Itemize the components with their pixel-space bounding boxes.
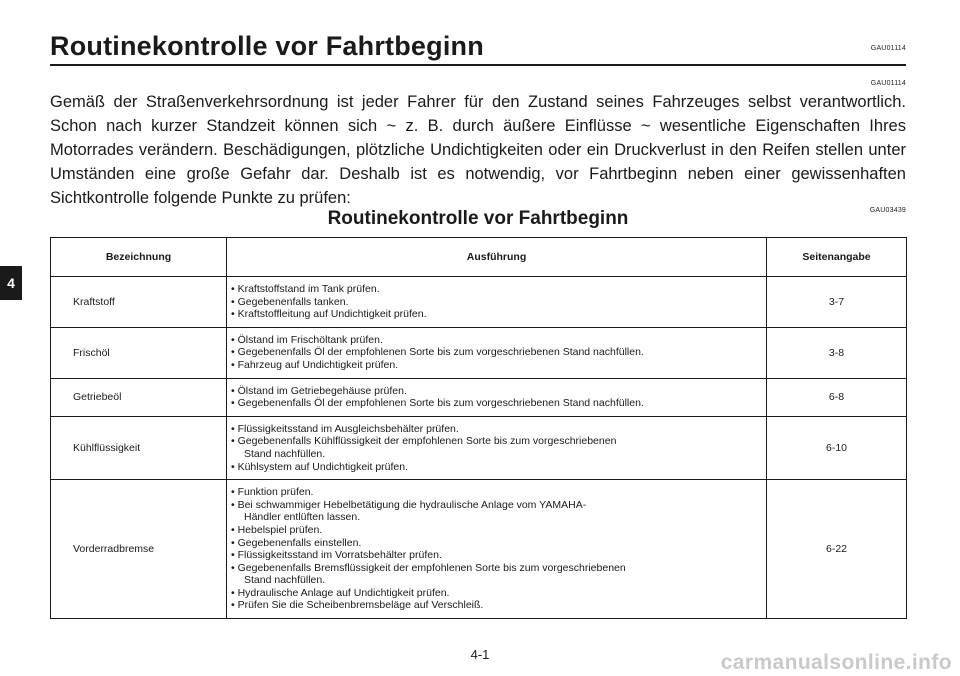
routine-check-table (50, 237, 907, 619)
watermark: carmanualsonline.info (720, 651, 952, 674)
procedure-step (231, 461, 762, 474)
procedure-step-text: • Gegebenenfalls Bremsflüssigkeit der empfohlenen Sorte bis zum vorgeschriebenen (231, 561, 626, 574)
table-row (51, 277, 907, 328)
procedure-step (231, 499, 762, 524)
header-divider (50, 64, 906, 66)
procedure-step-text: • Ölstand im Getriebegehäuse prüfen. (231, 384, 407, 397)
page-reference: 3-8 (767, 327, 907, 378)
procedure-step-text: • Gegebenenfalls einstellen. (231, 536, 362, 549)
procedure-step (231, 346, 762, 359)
procedure-step-text: • Flüssigkeitsstand im Vorratsbehälter prüfen. (231, 549, 442, 562)
procedure-step-text: • Prüfen Sie die Scheibenbremsbeläge auf Verschleiß. (231, 599, 484, 612)
procedure-list (231, 486, 762, 612)
table-row (51, 480, 907, 619)
procedure-step (231, 587, 762, 600)
page-reference: 6-22 (767, 480, 907, 619)
item-name: Kühlflüssigkeit (51, 416, 227, 479)
procedure-step (231, 562, 762, 587)
procedure-step-continuation: Stand nachfüllen. (244, 574, 326, 587)
page-reference: 3-7 (767, 277, 907, 328)
procedure-cell (227, 416, 767, 479)
procedure-step-text: • Hebelspiel prüfen. (231, 523, 323, 536)
procedure-step-text: • Flüssigkeitsstand im Ausgleichsbehälter prüfen. (231, 422, 459, 435)
page-title: Routinekontrolle vor Fahrtbeginn (50, 31, 484, 61)
procedure-step (231, 524, 762, 537)
column-header-page-reference: Seitenangabe (767, 238, 907, 277)
procedure-step-text: • Kühlsystem auf Undichtigkeit prüfen. (231, 460, 409, 473)
procedure-step (231, 283, 762, 296)
item-name: Getriebeöl (51, 378, 227, 416)
procedure-list (231, 423, 762, 473)
item-name: Frischöl (51, 327, 227, 378)
intro-paragraph: Gemäß der Straßenverkehrsordnung ist jeder Fahrer für den Zustand seines Fahrzeuges selbst verantwortlich. Schon nach kurzer Standzeit können sich ~ z. B. durch äußere Einflüsse ~ wesentliche Eigenschaften Ihres Motorrades verändern. Beschädigungen, plötzliche Undichtigkeiten oder ein Druckverlust in den Reifen stellen unter Umständen eine große Gefahr dar. Deshalb ist es notwendig, vor Fahrtbeginn neben einer gewissenhaften Sichtkontrolle folgende Punkte zu prüfen: (50, 93, 906, 207)
procedure-step-text: • Gegebenenfalls Kühlflüssigkeit der empfohlenen Sorte bis zum vorgeschriebenen (231, 435, 617, 448)
procedure-step (231, 397, 762, 410)
chapter-tab: 4 (0, 266, 22, 300)
procedure-step (231, 385, 762, 398)
procedure-step-text: • Hydraulische Anlage auf Undichtigkeit prüfen. (231, 586, 450, 599)
procedure-step-continuation: Händler entlüften lassen. (244, 511, 361, 524)
procedure-step (231, 537, 762, 550)
procedure-list (231, 283, 762, 321)
procedure-step (231, 296, 762, 309)
procedure-step-continuation: Stand nachfüllen. (244, 447, 326, 460)
procedure-cell (227, 277, 767, 328)
table-row (51, 378, 907, 416)
procedure-step-text: • Gegebenenfalls tanken. (231, 295, 349, 308)
procedure-step-text: • Gegebenenfalls Öl der empfohlenen Sorte bis zum vorgeschriebenen Stand nachfüllen. (231, 346, 644, 359)
procedure-step-text: • Gegebenenfalls Öl der empfohlenen Sorte bis zum vorgeschriebenen Stand nachfüllen. (231, 397, 644, 410)
procedure-cell (227, 480, 767, 619)
table-row (51, 416, 907, 479)
procedure-step-text: • Fahrzeug auf Undichtigkeit prüfen. (231, 358, 399, 371)
procedure-step-text: • Bei schwammiger Hebelbetätigung die hydraulische Anlage vom YAMAHA- (231, 498, 587, 511)
table-row (51, 327, 907, 378)
procedure-cell (227, 327, 767, 378)
procedure-step-text: • Kraftstoffleitung auf Undichtigkeit prüfen. (231, 308, 427, 321)
procedure-step (231, 308, 762, 321)
procedure-step-text: • Funktion prüfen. (231, 486, 314, 499)
table-header-row (51, 238, 907, 277)
procedure-step (231, 359, 762, 372)
page-header (50, 30, 906, 62)
page-reference: 6-10 (767, 416, 907, 479)
item-name: Kraftstoff (51, 277, 227, 328)
procedure-step (231, 486, 762, 499)
page-reference: 6-8 (767, 378, 907, 416)
table-body (51, 277, 907, 619)
procedure-step (231, 435, 762, 460)
intro-reference-code: GAU01114 (870, 80, 906, 87)
procedure-step (231, 599, 762, 612)
section-reference-code: GAU03439 (869, 207, 906, 214)
procedure-list (231, 385, 762, 410)
procedure-step-text: • Ölstand im Frischöltank prüfen. (231, 333, 383, 346)
section-title: Routinekontrolle vor Fahrtbeginn (327, 208, 629, 229)
procedure-step (231, 334, 762, 347)
page-number: 4-1 (470, 647, 490, 662)
procedure-cell (227, 378, 767, 416)
column-header-procedure: Ausführung (227, 238, 767, 277)
procedure-step (231, 423, 762, 436)
item-name: Vorderradbremse (51, 480, 227, 619)
header-reference-code: GAU01114 (870, 45, 906, 52)
procedure-step (231, 549, 762, 562)
column-header-designation: Bezeichnung (51, 238, 227, 277)
procedure-step-text: • Kraftstoffstand im Tank prüfen. (231, 283, 380, 295)
procedure-list (231, 334, 762, 372)
